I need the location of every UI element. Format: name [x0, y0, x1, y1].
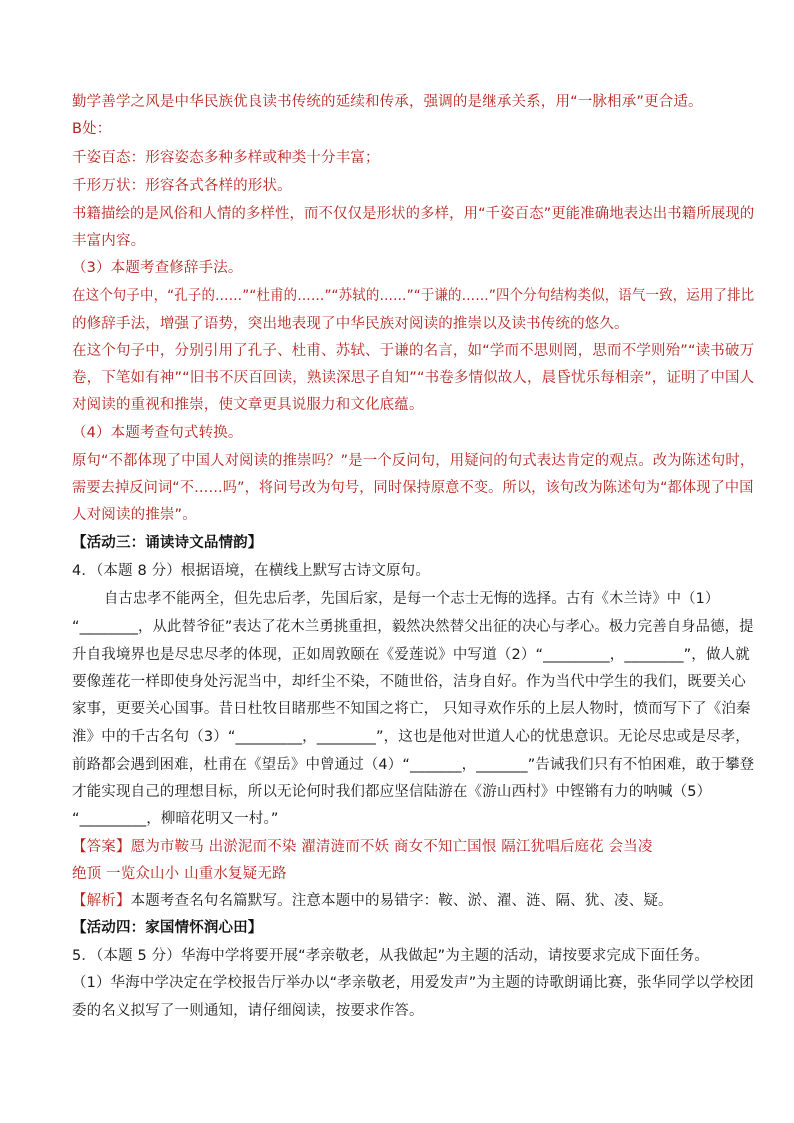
analysis-line: 原句“不都体现了中国人对阅读的推崇吗？”是一个反问句，用疑问的句式表达肯定的观点。改为陈述句时， [72, 453, 755, 469]
question-stem: 4．（本题 8 分）根据语境，在横线上默写古诗文原句。 [72, 563, 430, 579]
question-stem: 5．（本题 5 分）华海中学将要开展“孝亲敬老，从我做起”为主题的活动，请按要求完成下面任务。 [72, 948, 709, 964]
analysis-line: 需要去掉反问词“不……吗”，将问号改为句号，同时保持原意不变。所以，该句改为陈述句为“都体现了中国 [72, 480, 754, 496]
section-heading: 【活动三：诵读诗文品情韵】 [72, 535, 263, 551]
passage-line: “________，从此替爷征”表达了花木兰勇挑重担，毅然决然替父出征的决心与孝心。极力完善自身品德，提 [72, 619, 754, 635]
analysis-line: 千形万状：形容各式各样的形状。 [72, 178, 292, 194]
passage-line: 家事，更要关心国事。昔日杜牧目睹那些不知国之将亡， 只知寻欢作乐的上层人物时，愤而写下了《泊秦 [72, 701, 751, 717]
answer-line: 绝顶 一览众山小 山重水复疑无路 [72, 866, 287, 882]
analysis-text: 本题考查名句名篇默写。注意本题中的易错字：鞍、淤、濯、涟、隔、犹、凌、疑。 [130, 893, 673, 909]
question-subtask: 委的名义拟写了一则通知，请仔细阅读，按要求作答。 [72, 1003, 424, 1019]
analysis-line: 对阅读的重视和推崇，使文章更具说服力和文化底蕴。 [72, 397, 424, 413]
analysis-label: 【解析】 [72, 893, 131, 909]
answer-text: 愿为市鞍马 出淤泥而不染 濯清涟而不妖 商女不知亡国恨 隔江犹唱后庭花 会当凌 [130, 839, 653, 855]
passage-line: 前路都会遇到困难，杜甫在《望岳》中曾通过（4）“_______，_______”告诫我们只有不怕困难，敢于攀登 [72, 757, 755, 773]
analysis-line: 千姿百态：形容姿态多种多样或种类十分丰富； [72, 150, 380, 166]
analysis-line: 丰富内容。 [72, 233, 146, 249]
analysis-line: 书籍描绘的是风俗和人情的多样性，而不仅仅是形状的多样，用“千姿百态”更能准确地表达出书籍所展现的 [72, 206, 755, 222]
analysis-line: （4）本题考查句式转换。 [72, 425, 243, 441]
section-heading: 【活动四：家国情怀润心田】 [72, 920, 263, 936]
passage-line: 要像莲花一样即使身处污泥当中，却纤尘不染，不随世俗，洁身自好。作为当代中学生的我们，既要关心 [72, 674, 746, 690]
analysis-line: 人对阅读的推崇”。 [72, 507, 197, 523]
analysis-line: 卷，下笔如有神”“旧书不厌百回读，熟读深思子自知”“书卷多情似故人，晨昏忧乐每相亲”，证明了中国人 [72, 370, 755, 386]
passage-line: 才能实现自己的理想目标，所以无论何时我们都应坚信陆游在《游山西村》中铿锵有力的呐喊（5） [72, 784, 712, 800]
question-subtask: （1）华海中学决定在学校报告厅举办以“孝亲敬老，用爱发声”为主题的诗歌朗诵比赛，张华同学以学校团 [72, 975, 754, 991]
analysis-line: 在这个句子中，分别引用了孔子、杜甫、苏轼、于谦的名言，如“学而不思则罔，思而不学则殆”“读书破万 [72, 343, 755, 359]
analysis-line: （3）本题考查修辞手法。 [72, 260, 243, 276]
analysis-line: 的修辞手法，增强了语势，突出地表现了中华民族对阅读的推崇以及读书传统的悠久。 [72, 316, 629, 332]
passage-line: “_________，柳暗花明又一村。” [72, 811, 279, 827]
passage-line: 淮》中的千古名句（3）“_________，________”，这也是他对世道人心的忧患意识。无论尽忠或是尽孝， [72, 729, 750, 745]
analysis-line: B处： [72, 121, 112, 137]
analysis-line [72, 891, 732, 911]
passage-line: 自古忠孝不能两全，但先忠后孝，先国后家，是每一个志士无悔的选择。古有《木兰诗》中（1） [104, 591, 720, 607]
analysis-line: 在这个句子中，“孔子的……”“杜甫的……”“苏轼的……”“于谦的……”四个分句结构类似，语气一致，运用了排比 [72, 288, 755, 304]
answer-label: 【答案】 [72, 839, 131, 855]
answer-line [72, 837, 732, 857]
analysis-line: 勤学善学之风是中华民族优良读书传统的延续和传承，强调的是继承关系，用“一脉相承”更合适。 [72, 94, 703, 110]
passage-line: 升自我境界也是尽忠尽孝的体现，正如周敦颐在《爱莲说》中写道（2）“_________，________”，做人就 [72, 647, 750, 663]
